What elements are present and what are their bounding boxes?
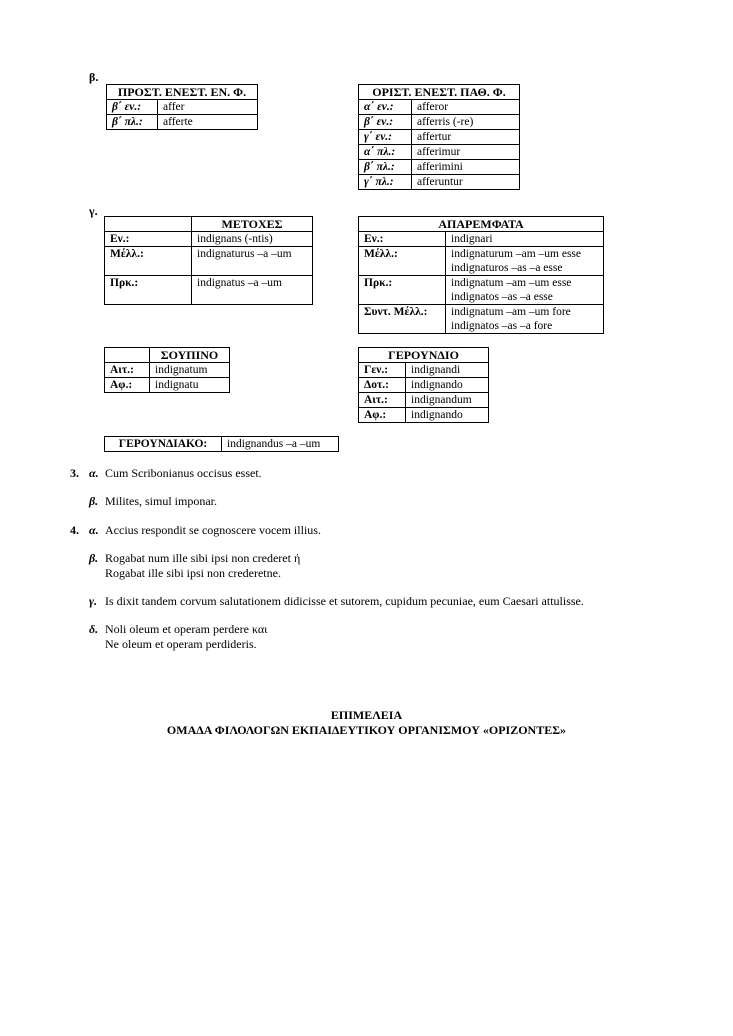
exercise-4-number: 4.	[70, 523, 79, 537]
exercise-4a-text: Accius respondit se cognoscere vocem illius.	[105, 523, 321, 537]
exercise-3a-label: α.	[89, 466, 99, 480]
row-key: Μέλλ.:	[359, 247, 446, 276]
table-row	[359, 247, 604, 276]
row-value: indignando	[406, 378, 489, 393]
imperative-table	[106, 84, 258, 130]
table-row	[359, 160, 520, 175]
row-key: γ΄ εν.:	[359, 130, 412, 145]
exercise-4c-text: Is dixit tandem corvum salutationem didicisse et sutorem, cupidum pecuniae, eum Caesari attulisse.	[105, 594, 584, 608]
row-key: β΄ εν.:	[107, 100, 158, 115]
row-value	[446, 276, 604, 305]
row-value: afferimur	[412, 145, 520, 160]
row-key: Πρκ.:	[359, 276, 446, 305]
exercise-3b-text: Milites, simul imponar.	[105, 494, 218, 508]
gerundive-value: indignandus –a –um	[222, 437, 339, 452]
supine-header: ΣΟΥΠΙΝΟ	[150, 348, 230, 363]
exercise-3-number: 3.	[70, 466, 79, 480]
table-row	[105, 363, 230, 378]
row-value-line1: indignatum –am –um esse	[451, 277, 572, 289]
row-value: afferimini	[412, 160, 520, 175]
table-row	[107, 115, 258, 130]
row-value: afferuntur	[412, 175, 520, 190]
exercise-4b-line1: Rogabat num ille sibi ipsi non crederet ή	[105, 551, 301, 565]
exercise-4a-label: α.	[89, 523, 99, 537]
exercise-4b-line2: Rogabat ille sibi ipsi non crederetne.	[105, 566, 281, 580]
gerundive-table	[104, 436, 339, 452]
table-row	[105, 247, 313, 276]
table-row	[105, 232, 313, 247]
section-b-label: β.	[89, 70, 99, 84]
row-key: Γεν.:	[359, 363, 406, 378]
row-value	[446, 247, 604, 276]
row-key: γ΄ πλ.:	[359, 175, 412, 190]
exercise-4d-line1: Noli oleum et operam perdere και	[105, 622, 268, 636]
row-value-line2: indignatos –as –a fore	[451, 320, 553, 332]
row-value: indignatum	[150, 363, 230, 378]
row-value: affertur	[412, 130, 520, 145]
row-value-line2: indignatos –as –a esse	[451, 291, 553, 303]
row-key: Αιτ.:	[105, 363, 150, 378]
exercise-4d-label: δ.	[89, 622, 99, 636]
table-row	[359, 393, 489, 408]
row-key: Εν.:	[105, 232, 192, 247]
table-row	[105, 437, 339, 452]
row-value: afferris (-re)	[412, 115, 520, 130]
gerund-header: ΓΕΡΟΥΝΔΙΟ	[359, 348, 489, 363]
indicative-header: ΟΡΙΣΤ. ΕΝΕΣΤ. ΠΑΘ. Φ.	[359, 85, 520, 100]
table-row	[105, 378, 230, 393]
supine-header-blank	[105, 348, 150, 363]
indicative-table	[358, 84, 520, 190]
table-row	[105, 276, 313, 305]
row-value	[446, 305, 604, 334]
table-row	[359, 276, 604, 305]
participles-header-blank	[105, 217, 192, 232]
table-row	[359, 130, 520, 145]
table-row	[359, 378, 489, 393]
supine-table	[104, 347, 230, 393]
row-value: indignandum	[406, 393, 489, 408]
exercise-3a-text: Cum Scribonianus occisus esset.	[105, 466, 262, 480]
table-row	[359, 175, 520, 190]
exercise-4b-label: β.	[89, 551, 99, 565]
row-key: α΄ πλ.:	[359, 145, 412, 160]
row-value: indignando	[406, 408, 489, 423]
infinitives-header: ΑΠΑΡΕΜΦΑΤΑ	[359, 217, 604, 232]
table-row	[359, 145, 520, 160]
footer-credit-title: ΕΠΙΜΕΛΕΙΑ	[330, 708, 403, 722]
row-key: Αφ.:	[105, 378, 150, 393]
row-key: Πρκ.:	[105, 276, 192, 305]
table-row	[359, 305, 604, 334]
exercise-3b-label: β.	[89, 494, 99, 508]
footer-credit-org: ΟΜΑΔΑ ΦΙΛΟΛΟΓΩΝ ΕΚΠΑΙΔΕΥΤΙΚΟΥ ΟΡΓΑΝΙΣΜΟΥ «ΟΡΙΖΟΝΤΕΣ»	[166, 723, 567, 737]
gerund-table	[358, 347, 489, 423]
gerundive-key: ΓΕΡΟΥΝΔΙΑΚΟ:	[105, 437, 222, 452]
table-row	[107, 100, 258, 115]
table-row	[359, 363, 489, 378]
exercise-4d-line2: Ne oleum et operam perdideris.	[105, 637, 257, 651]
infinitives-table	[358, 216, 604, 334]
row-key: Μέλλ.:	[105, 247, 192, 276]
row-value: indignandi	[406, 363, 489, 378]
row-value-line1: indignaturum –am –um esse	[451, 248, 581, 260]
row-key: Συντ. Μέλλ.:	[359, 305, 446, 334]
participles-table	[104, 216, 313, 305]
row-value: affer	[158, 100, 258, 115]
row-value: indignatu	[150, 378, 230, 393]
row-value: indignari	[446, 232, 604, 247]
row-key: Εν.:	[359, 232, 446, 247]
row-key: Αιτ.:	[359, 393, 406, 408]
row-key: Αφ.:	[359, 408, 406, 423]
row-value-line2: indignaturos –as –a esse	[451, 262, 563, 274]
row-value: indignaturus –a –um	[192, 247, 313, 276]
row-key: β΄ πλ.:	[107, 115, 158, 130]
row-value: indignans (-ntis)	[192, 232, 313, 247]
row-value: afferte	[158, 115, 258, 130]
row-value: afferor	[412, 100, 520, 115]
row-key: β΄ εν.:	[359, 115, 412, 130]
row-value: indignatus –a –um	[192, 276, 313, 305]
table-row	[359, 408, 489, 423]
section-c-label: γ.	[89, 204, 98, 218]
table-row	[359, 115, 520, 130]
exercise-4c-label: γ.	[89, 594, 97, 608]
table-row	[359, 100, 520, 115]
participles-header: ΜΕΤΟΧΕΣ	[192, 217, 313, 232]
row-key: β΄ πλ.:	[359, 160, 412, 175]
row-value-line1: indignatum –am –um fore	[451, 306, 571, 318]
table-row	[359, 232, 604, 247]
imperative-header: ΠΡΟΣΤ. ΕΝΕΣΤ. ΕΝ. Φ.	[107, 85, 258, 100]
row-key: Δοτ.:	[359, 378, 406, 393]
row-key: α΄ εν.:	[359, 100, 412, 115]
